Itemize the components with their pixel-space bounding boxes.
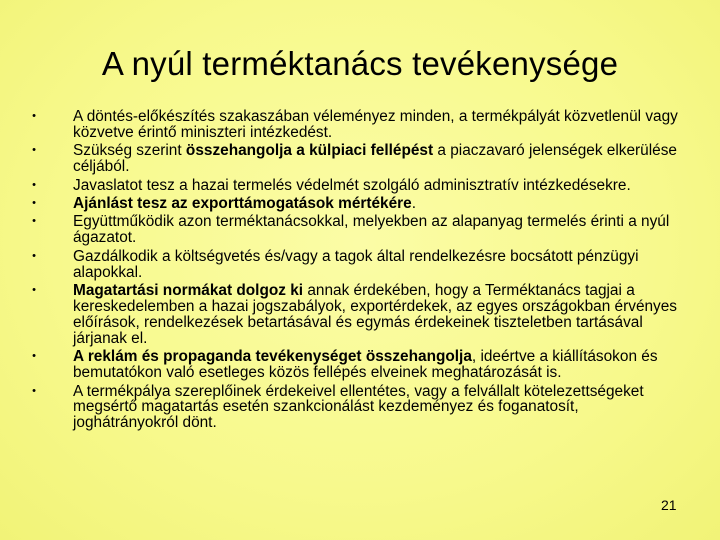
bullet-item: • Ajánlást tesz az exporttámogatások mértékére. xyxy=(28,196,683,212)
bullet-item: • Javaslatot tesz a hazai termelés védelmét szolgáló adminisztratív intézkedésekre. xyxy=(28,178,683,194)
bullet-item: • A döntés-előkészítés szakaszában véleményez minden, a termékpályát közvetlenül vagy közvetve érintő miniszteri intézkedést. xyxy=(28,109,683,141)
bullet-item: • A reklám és propaganda tevékenységet összehangolja, ideértve a kiállításokon és bemutatókon való esetleges közös fellépés elveinek meghatározását is. xyxy=(28,349,683,381)
bullet-item: • Magatartási normákat dolgoz ki annak érdekében, hogy a Terméktanács tagjai a kereskedelemben a hazai jogszabályok, exportérdekek, az egyes országokban érvényes előírások, rendelkezések betartásával és egymás érdekeinek tiszteletben tartásával járjanak el. xyxy=(28,283,683,347)
bullet-dot: • xyxy=(32,110,36,122)
slide-title: A nyúl terméktanács tevékenysége xyxy=(101,45,619,82)
bullet-item: • Szükség szerint összehangolja a külpiaci fellépést a piaczavaró jelenségek elkerülése céljából. xyxy=(28,143,683,175)
bullet-dot: • xyxy=(32,197,36,210)
bullet-dot: • xyxy=(32,144,36,157)
bullet-dot: • xyxy=(32,178,36,191)
bullet-dot: • xyxy=(32,384,36,397)
bullet-item: • Gazdálkodik a költségvetés és/vagy a tagok által rendelkezésre bocsátott pénzügyi alapokkal. xyxy=(28,249,683,281)
bullet-list xyxy=(28,109,683,434)
bullet-dot: • xyxy=(32,284,36,297)
bullet-dot: • xyxy=(32,215,36,228)
bullet-dot: • xyxy=(32,249,36,262)
bullet-item: • A termékpálya szereplőinek érdekeivel ellentétes, vagy a felvállalt kötelezettségeket megsértő magatartás esetén szankcionálást kezdeményez és foganatosít, joghátrányokról dönt. xyxy=(28,384,683,432)
page-number: 21 xyxy=(661,497,677,513)
bullet-item: • Együttműködik azon terméktanácsokkal, melyekben az alapanyag termelés érinti a nyúl ágazatot. xyxy=(28,214,683,246)
bullet-dot: • xyxy=(32,350,36,363)
